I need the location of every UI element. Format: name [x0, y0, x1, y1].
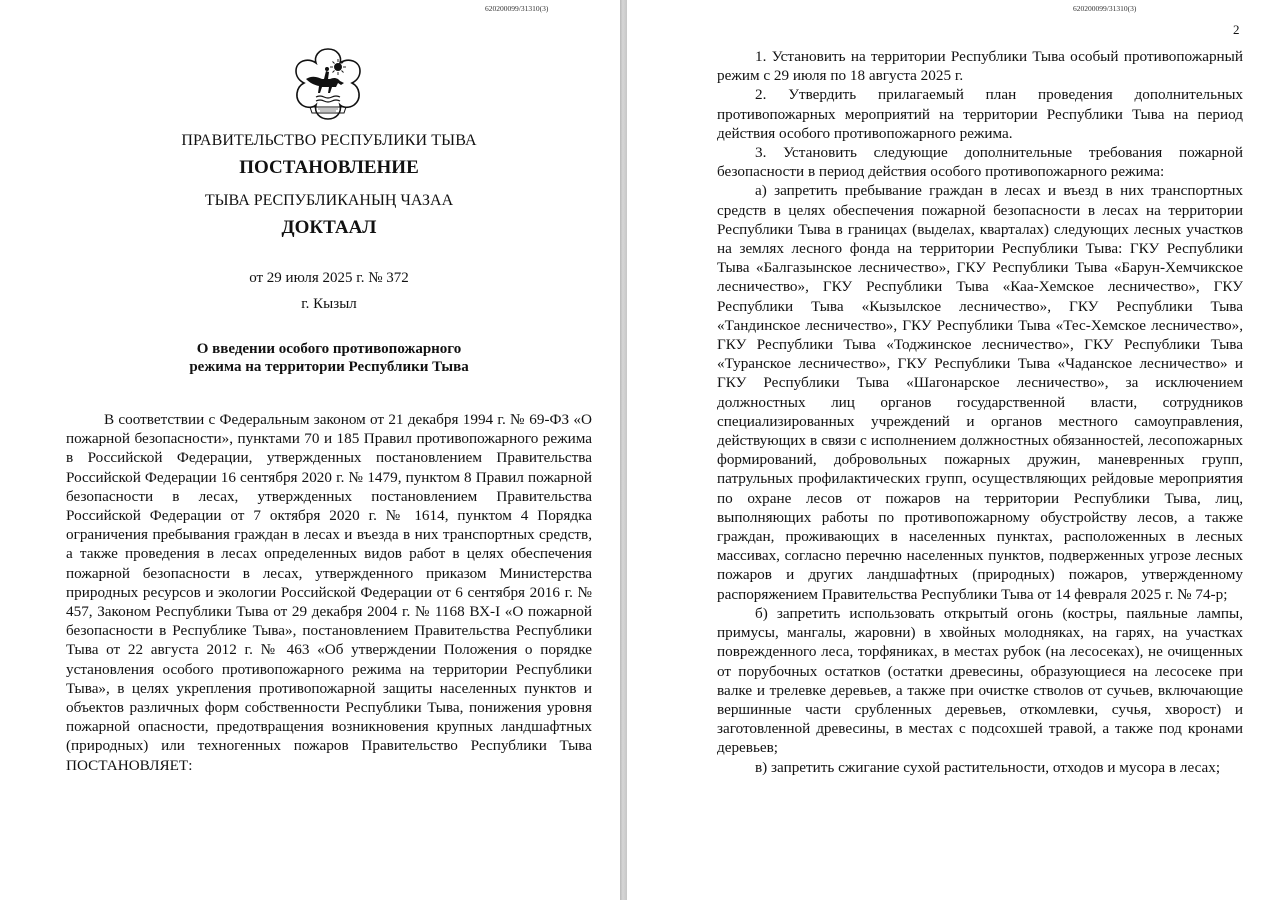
paragraph-3b: б) запретить использовать открытый огонь (костры, паяльные лампы, примусы, мангалы, жаровни) в хвойных молодняках, на гарях, на участках поврежденного леса, торфяниках, в местах рубок (на лесосеках), не очищенных от порубочных остатков (остатки древесины, образующиеся на лесосеке при валке и трелевке деревьев, а также при очистке стволов от сучьев, включающие вершинные части срубленных деревьев, откомлевки, сучья, хворост) и заготовленной древесины, в местах с подсохшей травой, а также под кронами деревьев;	[717, 604, 1243, 757]
document-page-1	[0, 0, 620, 900]
decree-city: г. Кызыл	[301, 296, 357, 312]
paragraph-2: 2. Утвердить прилагаемый план проведения дополнительных противопожарных мероприятий на территории Республики Тыва на период действия особого противопожарного режима.	[717, 86, 1243, 142]
government-name: ПРАВИТЕЛЬСТВО РЕСПУБЛИКИ ТЫВА	[181, 132, 477, 149]
document-number: 620200099/31310(3)	[485, 4, 549, 13]
paragraph-3c: в) запретить сжигание сухой растительности, отходов и мусора в лесах;	[755, 758, 1221, 776]
government-name-tyv: ТЫВА РЕСПУБЛИКАНЫҢ ЧАЗАА	[204, 192, 454, 209]
decree-type-ru: ПОСТАНОВЛЕНИЕ	[239, 157, 419, 178]
decree-title-line-1: О введении особого противопожарного	[196, 341, 462, 357]
decree-title-line-2: режима на территории Республики Тыва	[189, 359, 469, 375]
decree-title	[0, 340, 620, 376]
page-number: 2	[1233, 22, 1240, 37]
decree-type-tyv: ДОКТААЛ	[281, 217, 377, 238]
decree-date-number: от 29 июля 2025 г. № 372	[249, 270, 409, 286]
document-page-2	[627, 0, 1268, 900]
paragraph-3: 3. Установить следующие дополнительные требования пожарной безопасности в период действия особого противопожарного режима:	[717, 144, 1243, 181]
page-divider	[620, 0, 627, 900]
tuva-emblem-icon	[286, 45, 370, 123]
document-number: 620200099/31310(3)	[1073, 4, 1137, 13]
paragraph-3a: а) запретить пребывание граждан в лесах и въезд в них транспортных средств в целях обеспечения пожарной безопасности в лесах на территории Республики Тыва в границах (выделах, кварталах) следующих лесных участков на землях лесного фонда на территории Республики Тыва: ГКУ Республики Тыва «Балгазынское лесничество», ГКУ Республики Тыва «Барун-Хемчикское лесничество», ГКУ Республики Тыва «Каа-Хемское лесничество», ГКУ Республики Тыва «Кызылское лесничество», ГКУ Республики Тыва «Тандинское лесничество», ГКУ Республики Тыва «Тес-Хемское лесничество», ГКУ Республики Тыва «Тоджинское лесничество», ГКУ Республики Тыва «Туранское лесничество», ГКУ Республики Тыва «Чаданское лесничество» и ГКУ Республики Тыва «Шагонарское лесничество», за исключением должностных лиц органов государственной власти, сотрудников специализированных учреждений и органов местного самоуправления, действующих в связи с исполнением должностных обязанностей, лесопожарных формирований, добровольных пожарных дружин, маневренных групп, патрульных профилактических групп, осуществляющих рейдовые мероприятия по охране лесов от пожаров на территории Республики Тыва, лиц, выполняющих работы по противопожарному обустройству лесов, а также граждан, проживающих в населенных пунктах, расположенных в лесных массивах, согласно перечню населенных пунктов, подверженных угрозе лесных пожаров и других ландшафтных (природных) пожаров, утвержденному распоряжением Правительства Республики Тыва от 14 февраля 2025 г. № 74-р;	[717, 182, 1243, 603]
decree-body	[717, 47, 1243, 777]
paragraph-1: 1. Установить на территории Республики Тыва особый противопожарный режим с 29 июля по 18 августа 2025 г.	[717, 48, 1243, 85]
decree-preamble: В соответствии с Федеральным законом от 21 декабря 1994 г. № 69-ФЗ «О пожарной безопасности», пунктами 70 и 185 Правил противопожарного режима в Российской Федерации, утвержденных постановлением Правительства Российской Федерации 16 сентября 2020 г. № 1479, пунктом 8 Правил пожарной безопасности в лесах, утвержденных постановлением Правительства Российской Федерации от 7 октября 2020 г. № 1614, пунктом 4 Порядка ограничения пребывания граждан в лесах и въезда в них транспортных средств, а также проведения в лесах определенных видов работ в целях обеспечения пожарной безопасности в лесах, утвержденного приказом Министерства природных ресурсов и экологии Российской Федерации от 6 сентября 2016 г. № 457, Законом Республики Тыва от 29 декабря 2004 г. № 1168 ВХ-I «О пожарной безопасности в Республике Тыва», постановлением Правительства Республики Тыва от 22 августа 2012 г. № 463 «Об утверждении Положения о порядке установления особого противопожарного режима на территории Республики Тыва», в целях укрепления противопожарной защиты населенных пунктов и объектов различных форм собственности Республики Тыва, понижения уровня пожарной опасности, предотвращения возникновения крупных ландшафтных (природных) или техногенных пожаров Правительство Республики Тыва ПОСТАНОВЛЯЕТ:	[66, 411, 592, 774]
